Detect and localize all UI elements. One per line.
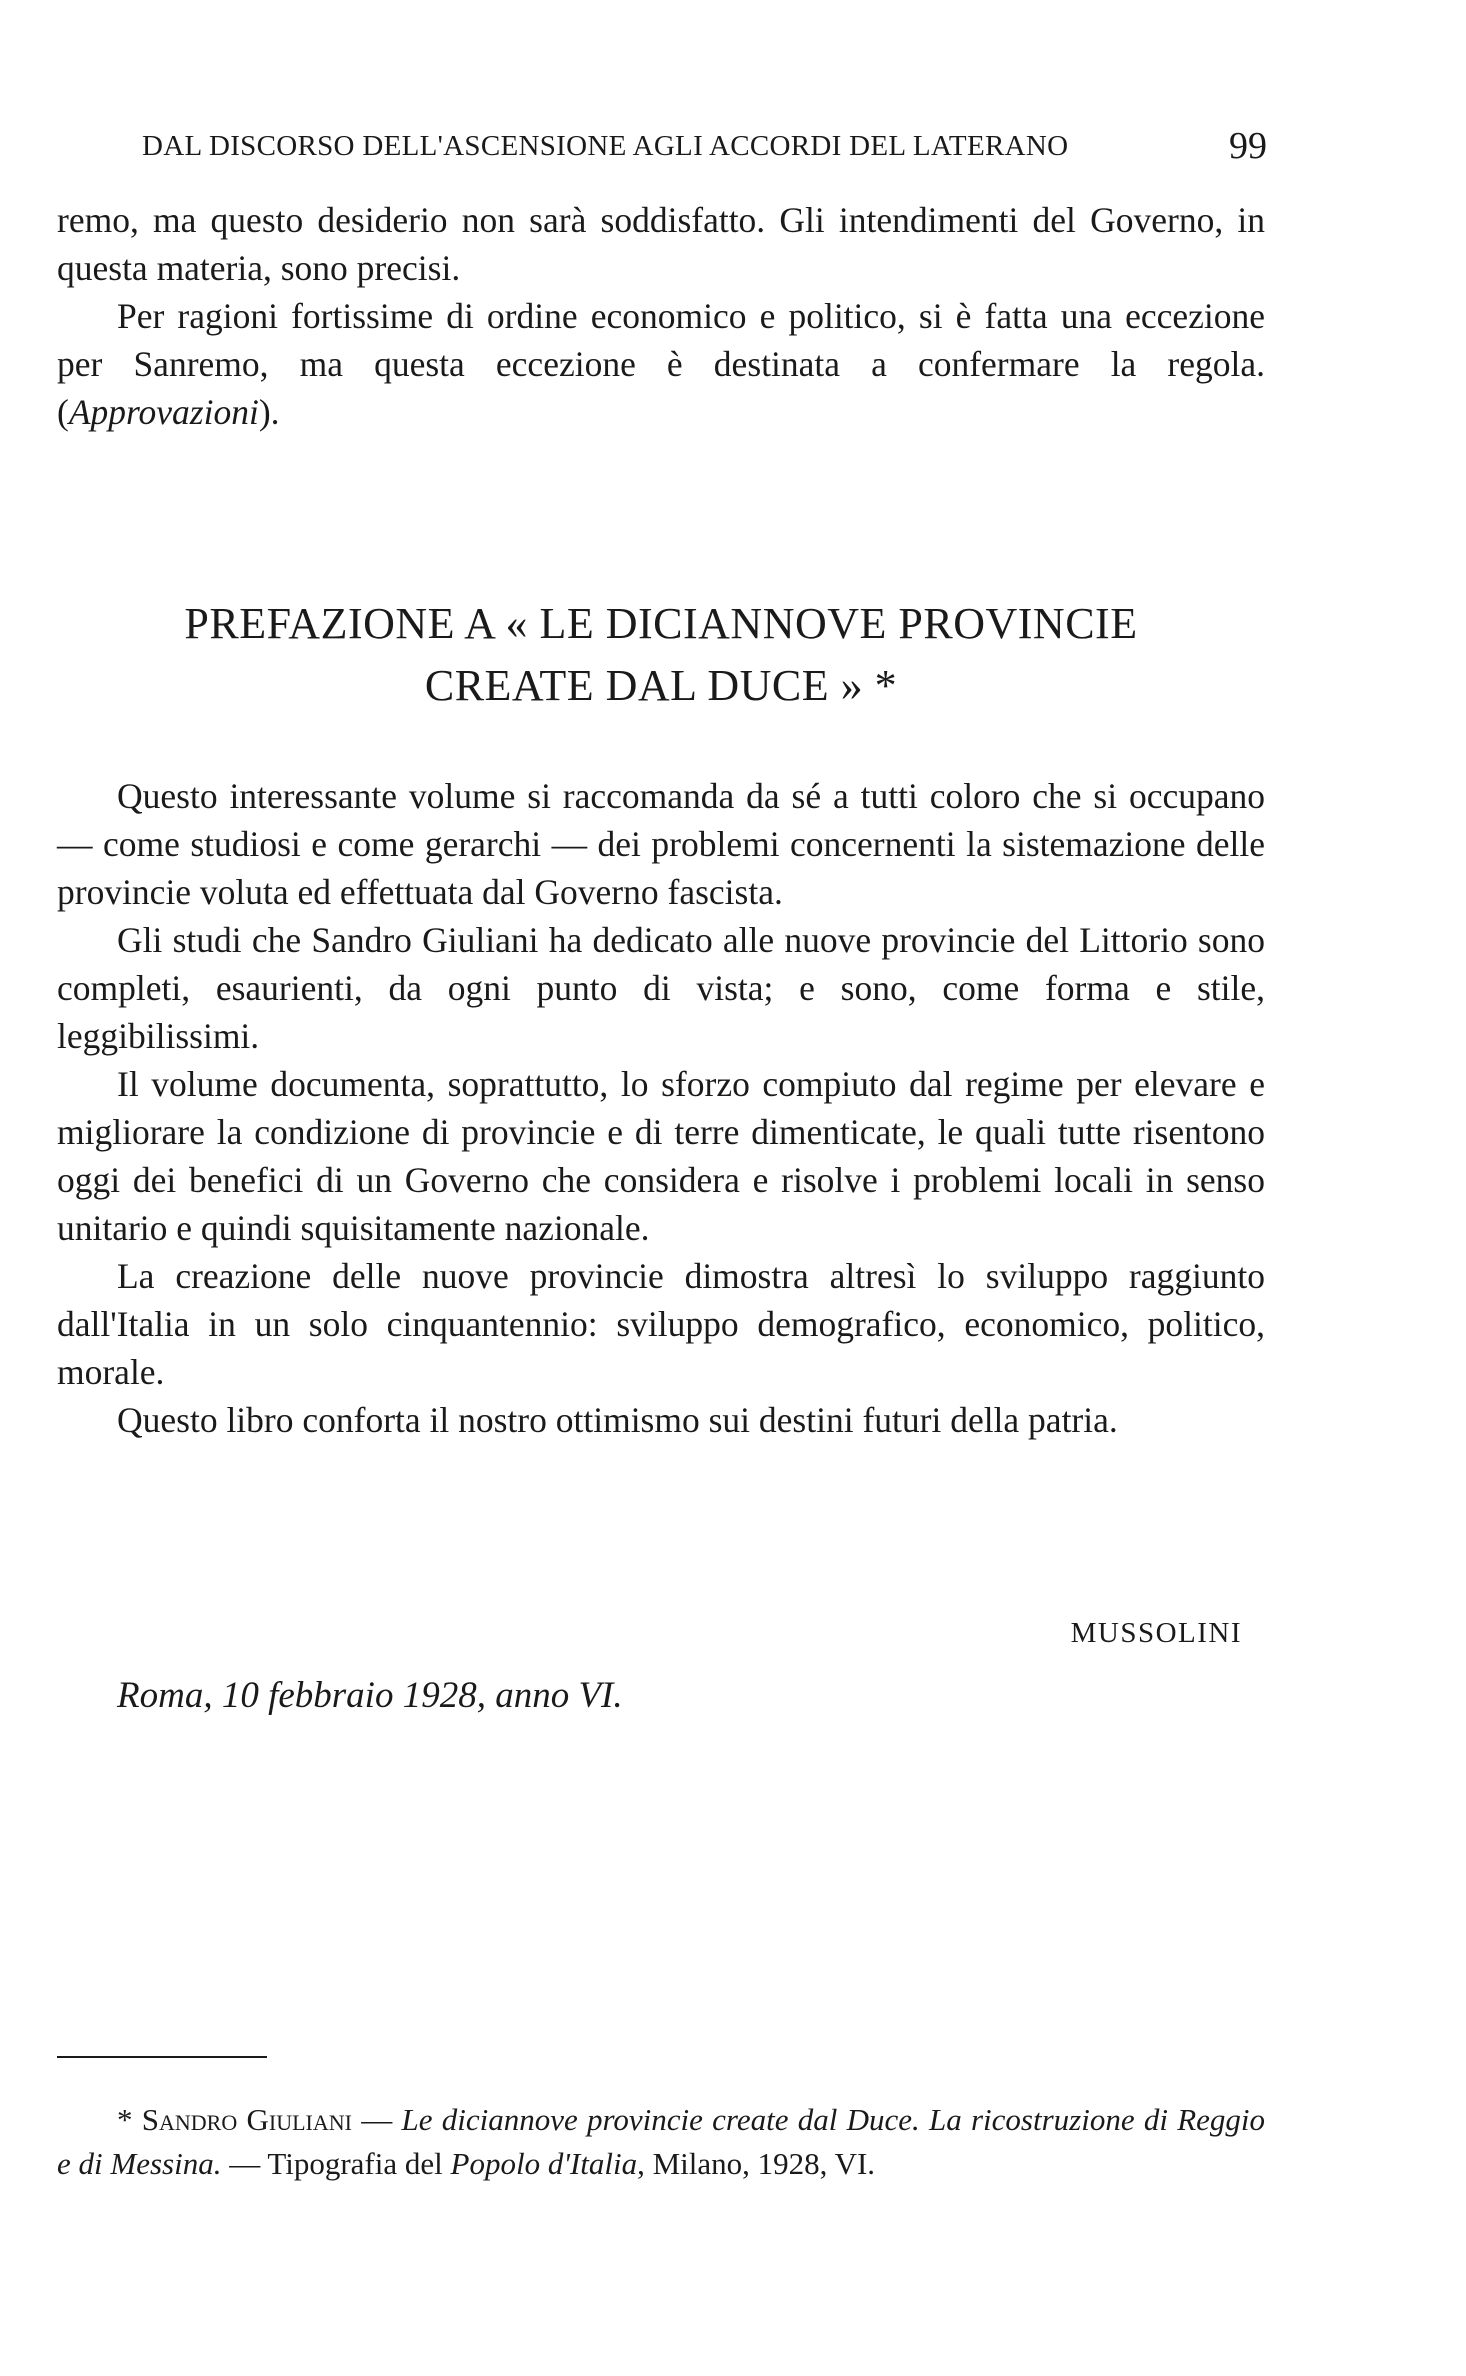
footnote-paragraph — [57, 2098, 1265, 2186]
footnote-author: Sandro Giuliani — [141, 2102, 352, 2137]
signature: MUSSOLINI — [1070, 1617, 1242, 1649]
continuation-text-run: Per ragioni fortissime di ordine economico e politico, si è fatta una eccezione per Sanremo, ma questa eccezione è destinata a confermare la regola. — [57, 296, 1265, 384]
preface-paragraph-1: Questo interessante volume si raccomanda da sé a tutti coloro che si occupano — come studiosi e come gerarchi — dei problemi concernenti la sistemazione delle provincie voluta ed effettuata dal Governo fascista. — [57, 776, 1265, 912]
section-title-line-2: CREATE DAL DUCE » * — [424, 661, 898, 710]
page-number: 99 — [1229, 125, 1267, 167]
footnote-book-title: Le diciannove provincie create dal Duce. La ricostruzione di Reggio e di Messina. — [57, 2102, 1266, 2181]
paren-close: ). — [258, 392, 280, 432]
continuation-paragraph: remo, ma questo desiderio non sarà soddisfatto. Gli intendimenti del Governo, in questa materia, sono precisi. — [57, 200, 1265, 288]
section-title-line-1: PREFAZIONE A « LE DICIANNOVE PROVINCIE — [184, 599, 1138, 648]
running-head — [142, 122, 1267, 172]
continuation-text — [57, 196, 1265, 436]
footnote-publisher-name: Popolo d'Italia — [450, 2146, 638, 2181]
preface-text — [57, 772, 1265, 1444]
preface-paragraph-4: La creazione delle nuove provincie dimostra altresì lo sviluppo raggiunto dall'Italia in un solo cinquantennio: sviluppo demografico, economico, politico, morale. — [57, 1256, 1265, 1392]
running-title: DAL DISCORSO DELL'ASCENSIONE AGLI ACCORDI DEL LATERANO — [142, 130, 1069, 162]
footnote-rule — [57, 2056, 267, 2058]
paren-open: ( — [57, 392, 69, 432]
section-title — [57, 593, 1265, 717]
preface-paragraph-5: Questo libro conforta il nostro ottimismo sui destini futuri della patria. — [117, 1400, 1118, 1440]
preface-paragraph-2: Gli studi che Sandro Giuliani ha dedicato alle nuove provincie del Littorio sono completi, esaurienti, da ogni punto di vista; e sono, come forma e stile, leggibilissimi. — [57, 920, 1265, 1056]
footnote — [57, 2098, 1265, 2186]
footnote-place-year: , Milano, 1928, VI. — [637, 2146, 876, 2181]
dateline: Roma, 10 febbraio 1928, anno VI. — [117, 1675, 623, 1716]
footnote-dash: — — [351, 2102, 402, 2137]
applause-note: Approvazioni — [68, 392, 259, 432]
preface-paragraph-3: Il volume documenta, soprattutto, lo sforzo compiuto dal regime per elevare e migliorare la condizione di provincie e di terre dimenticate, le quali tutte risentono oggi dei benefici di un Governo che considera e risolve i problemi locali in senso unitario e quindi squisitamente nazionale. — [57, 1064, 1265, 1248]
footnote-publisher-text: — Tipografia del — [221, 2146, 451, 2181]
footnote-marker: * — [117, 2102, 142, 2137]
continuation-paragraph-2 — [57, 292, 1265, 436]
